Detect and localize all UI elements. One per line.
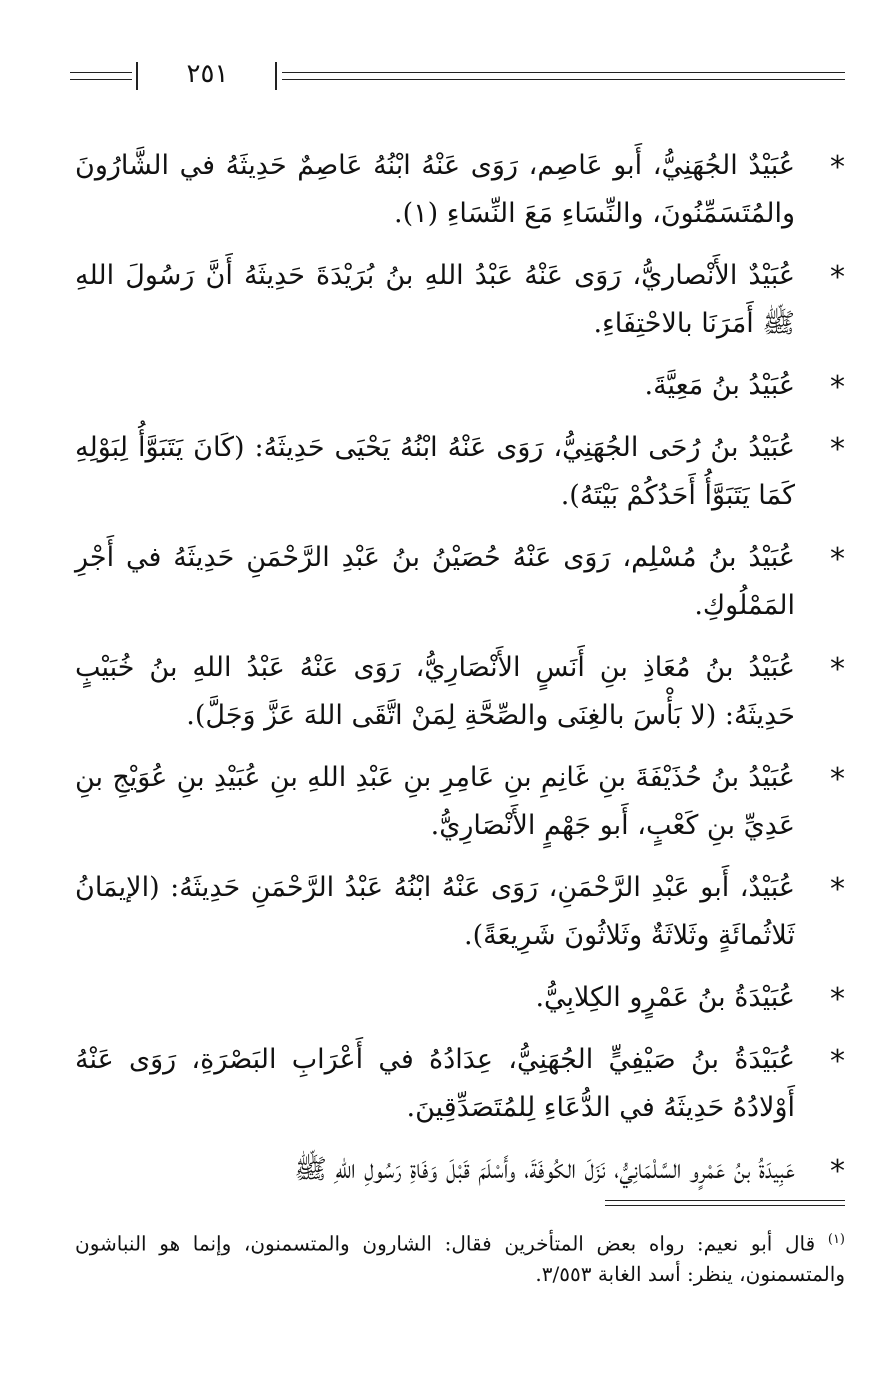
entry	[75, 644, 845, 740]
entry	[75, 864, 845, 960]
entry-text: عُبَيْدٌ الأَنْصاريُّ، رَوَى عَنْهُ عَبْدُ اللهِ بنُ بُرَيْدَةَ حَدِيثَهُ أَنَّ رَسُولَ اللهِ ﷺ أَمَرَنَا بالاحْتِفَاءِ.	[75, 260, 795, 339]
entry-text: عُبَيْدُ بنُ مُعَاذِ بنِ أَنَسٍ الأَنْصَارِيُّ، رَوَى عَنْهُ عَبْدُ اللهِ بنُ خُبَيْبٍ حَدِيثَهُ: (لا بَأْسَ بالغِنَى والصِّحَّةِ لِمَنْ اتَّقَى اللهَ عَزَّ وَجَلَّ).	[75, 652, 795, 731]
entry-star: *	[830, 542, 845, 577]
footnote-marker: (١)	[827, 1232, 845, 1247]
entry-text: عُبَيْدٌ، أَبو عَبْدِ الرَّحْمَنِ، رَوَى عَنْهُ ابْنُهُ عَبْدُ الرَّحْمَنِ حَدِيثَهُ: (الإيمَانُ ثَلاثُمائَةٍ وثَلاثَةٌ وثَلاثُونَ شَرِيعَةً).	[75, 872, 795, 951]
entry	[75, 754, 845, 850]
entry-text: عُبَيْدُ بنُ مُسْلِم، رَوَى عَنْهُ حُصَيْنُ بنُ عَبْدِ الرَّحْمَنِ حَدِيثَهُ في أَجْرِ المَمْلُوكِ.	[75, 542, 795, 621]
entry-text: عَبِيدَةُ بنُ عَمْرٍو السَّلْمَانِيُّ، نَزَلَ الكُوفَةَ، وأَسْلَمَ قَبْلَ وَفَاةِ رَسُولِ اللهِ ﷺ	[294, 1154, 795, 1185]
entry	[75, 362, 845, 410]
entry	[75, 424, 845, 520]
entry	[75, 142, 845, 238]
entry-star: *	[830, 652, 845, 687]
entry-text: عُبَيْدٌ الجُهَنِيُّ، أَبو عَاصِم، رَوَى عَنْهُ ابْنُهُ عَاصِمٌ حَدِيثَهُ في الشَّارُونَ والمُتَسَمِّنُونَ، والنِّسَاءِ مَعَ النِّسَاءِ (١).	[75, 150, 795, 229]
entry-text: عُبَيْدَةُ بنُ عَمْرٍو الكِلابِيُّ.	[535, 982, 795, 1013]
header-rule-left	[70, 72, 132, 80]
footnote	[75, 1225, 845, 1289]
entry	[75, 1036, 845, 1132]
entry-star: *	[830, 432, 845, 467]
entry-star: *	[830, 260, 845, 295]
header-divider-left	[136, 62, 138, 90]
entry-text: عُبَيْدُ بنُ رُحَى الجُهَنِيُّ، رَوَى عَنْهُ ابْنُهُ يَحْيَى حَدِيثَهُ: (كَانَ يَتَبَوَّأُ لِبَوْلِهِ كَمَا يَتَبَوَّأُ أَحَدُكُمْ بَيْتَهُ).	[75, 432, 795, 511]
footnote-separator	[605, 1200, 845, 1206]
entry-text: عُبَيْدَةُ بنُ صَيْفِيٍّ الجُهَنِيُّ، عِدَادُهُ في أَعْرَابِ البَصْرَةِ، رَوَى عَنْهُ أَوْلادُهُ حَدِيثَهُ في الدُّعَاءِ لِلمُتَصَدِّقِينَ.	[75, 1044, 795, 1123]
entry-star: *	[830, 1044, 845, 1079]
entry	[75, 1146, 845, 1194]
entry-text: عُبَيْدُ بنُ حُذَيْفَةَ بنِ غَانِمِ بنِ عَامِرِ بنِ عَبْدِ اللهِ بنِ عُبَيْدِ بنِ عُوَيْجِ بنِ عَدِيِّ بنِ كَعْبٍ، أَبو جَهْمٍ الأَنْصَارِيُّ.	[75, 762, 795, 841]
entry-star: *	[830, 1154, 845, 1189]
entry-star: *	[830, 762, 845, 797]
header-rule-right	[282, 72, 845, 80]
footnote-text: قال أبو نعيم: رواه بعض المتأخرين فقال: الشارون والمتسمنون، وإنما هو النباشون والمتسمنون، ينظر: أسد الغابة ٣/٥٥٣.	[75, 1231, 845, 1286]
entry	[75, 252, 845, 348]
entry-star: *	[830, 150, 845, 185]
entry	[75, 974, 845, 1022]
page-number: ٢٥١	[186, 59, 229, 89]
entry	[75, 534, 845, 630]
entry-star: *	[830, 370, 845, 405]
entry-text: عُبَيْدُ بنُ مَعِيَّةَ.	[644, 370, 795, 401]
header-divider-right	[275, 62, 277, 90]
entry-star: *	[830, 982, 845, 1017]
entries-list	[75, 142, 845, 1208]
page-header	[70, 59, 845, 90]
entry-star: *	[830, 872, 845, 907]
